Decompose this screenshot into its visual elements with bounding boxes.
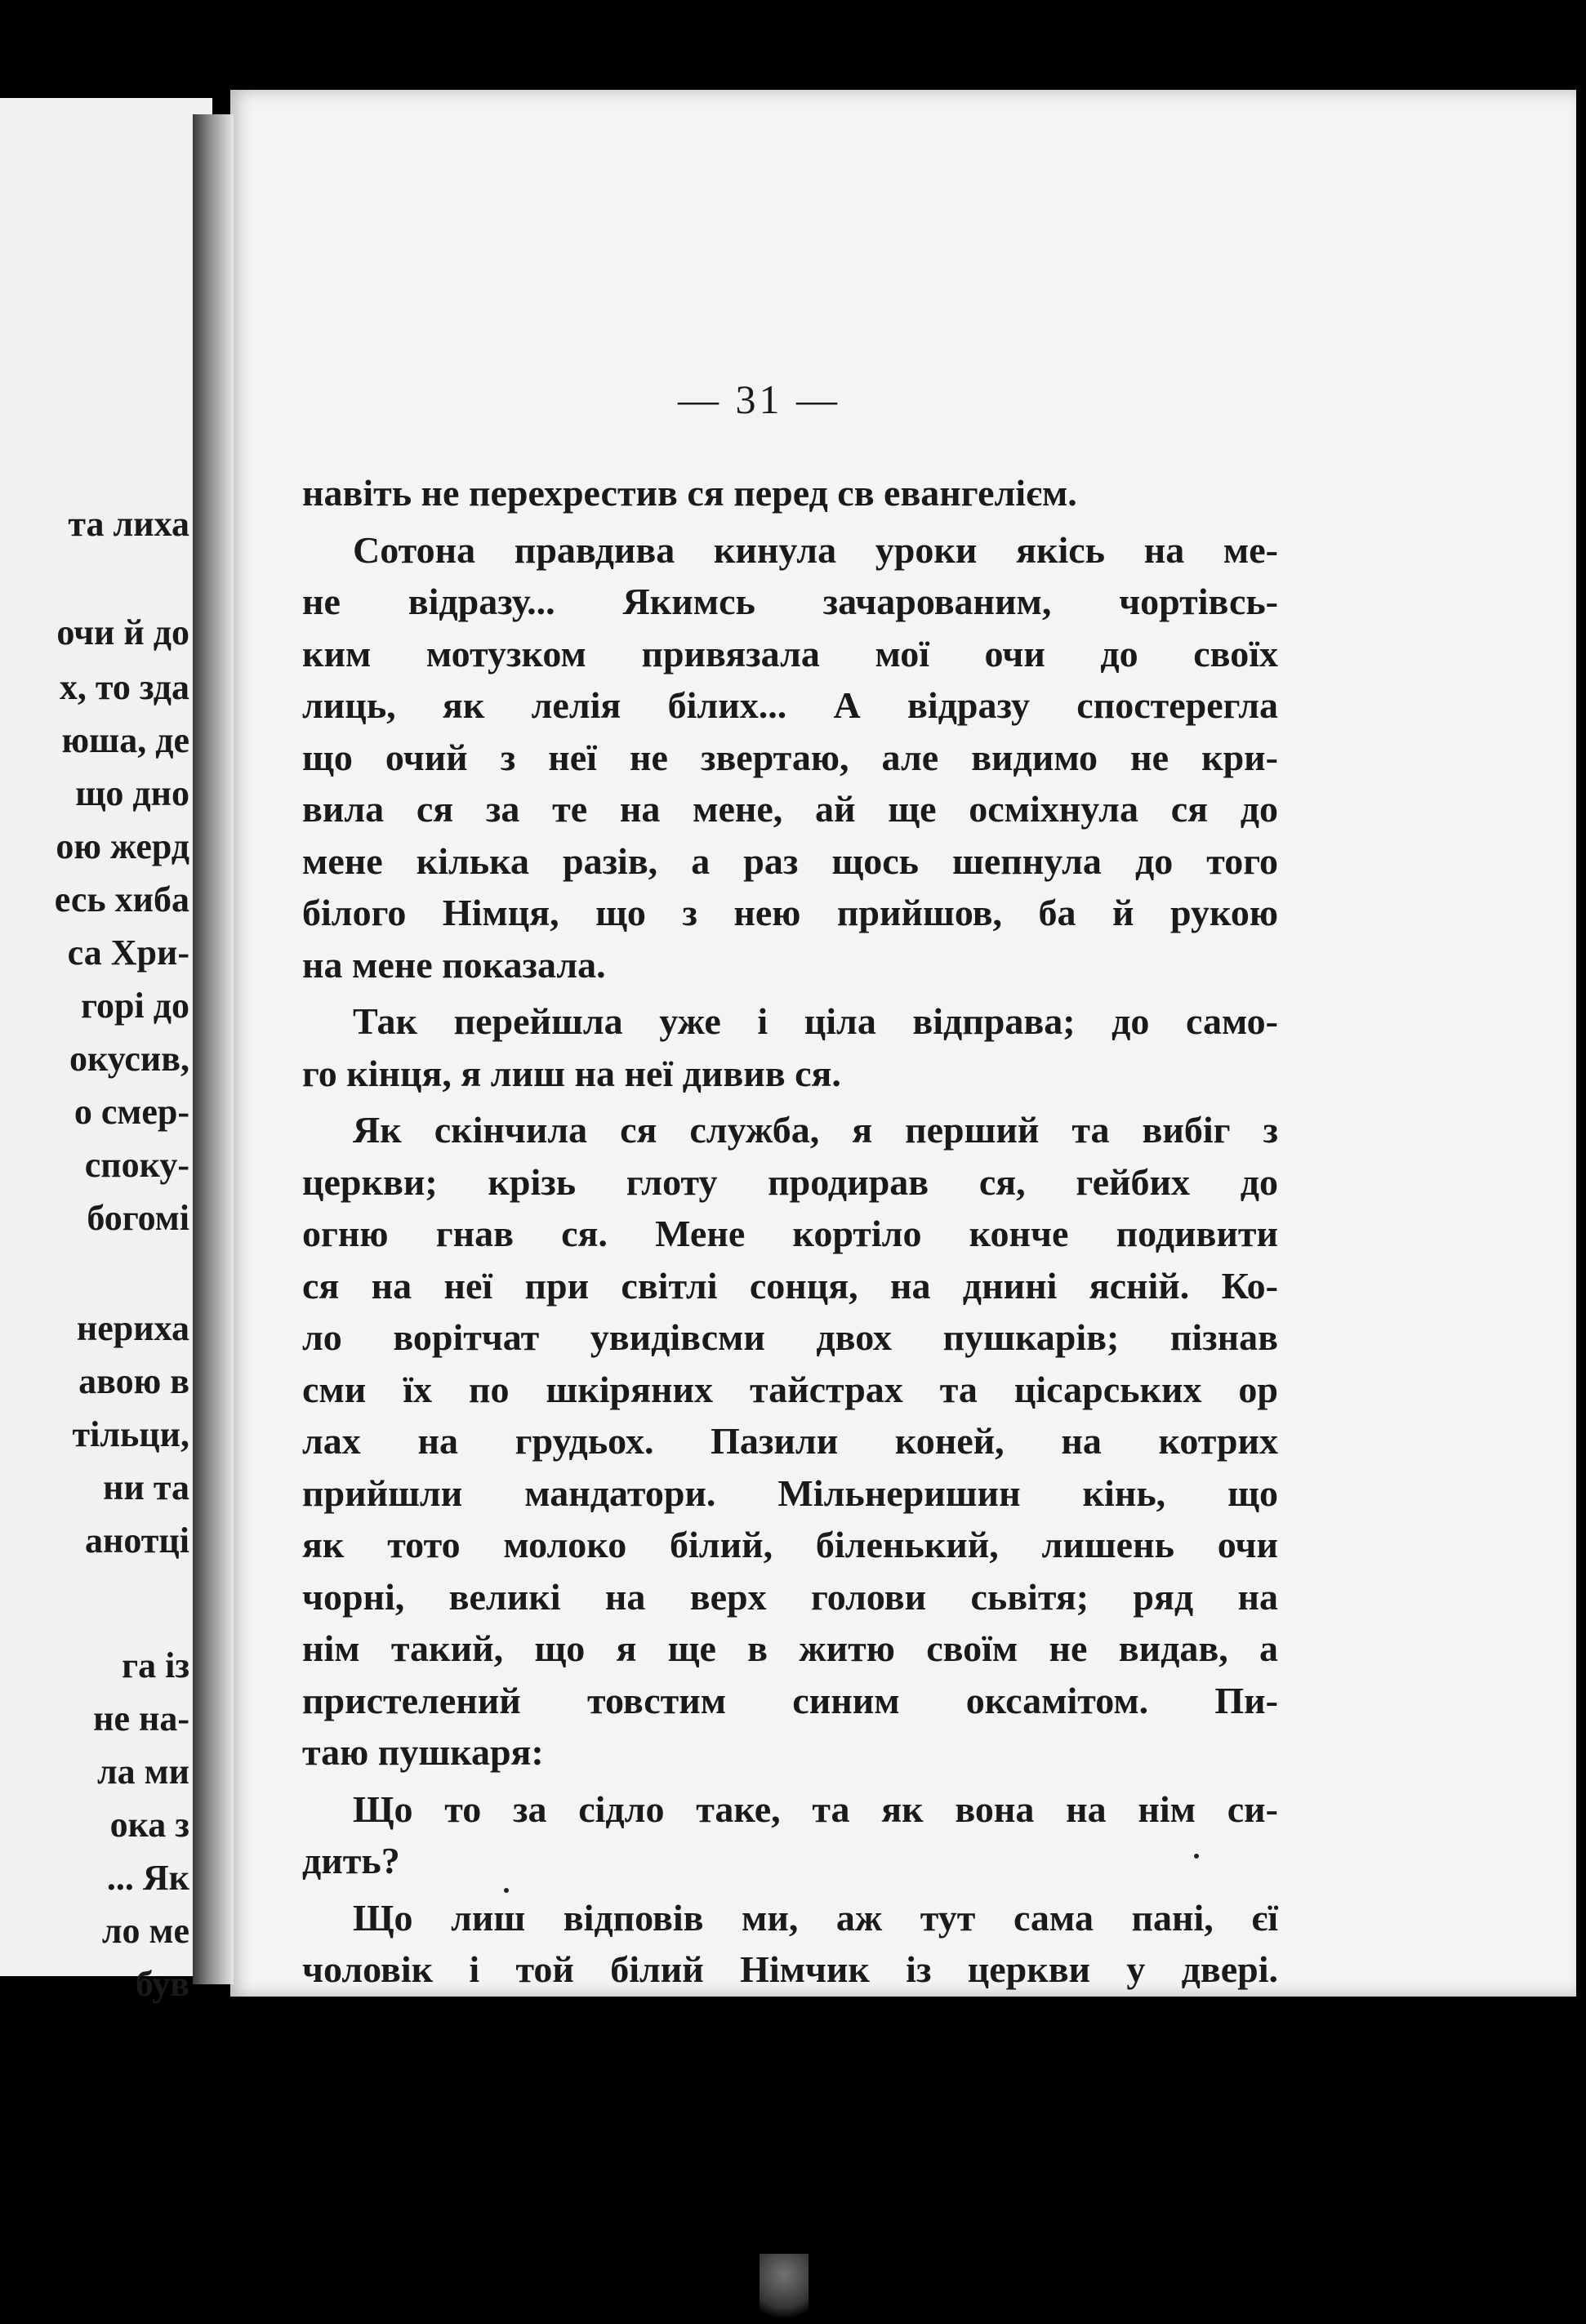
- text-line: Як скінчила ся служба, я перший та вибіг з: [353, 1109, 1278, 1151]
- left-page-line: о смер-: [74, 1092, 189, 1132]
- text-line: дить?: [302, 1840, 400, 1881]
- text-line: як тото молоко білий, біленький, лишень очи: [302, 1524, 1278, 1565]
- left-page-line: х, то зда: [59, 667, 189, 707]
- scan-artifact: [760, 2254, 809, 2324]
- left-page-line: очи й до: [56, 612, 189, 652]
- left-page-line: ою жерд: [56, 826, 189, 866]
- text-line: ло ворітчат увидівсми двох пушкарів; пізнав: [302, 1316, 1278, 1358]
- left-page-line: не на-: [93, 1698, 189, 1739]
- left-page-line: есь хиба: [54, 879, 189, 919]
- left-page-line: авою в: [78, 1361, 189, 1401]
- text-line: мене кілька разів, а раз щось шепнула до того: [302, 839, 1278, 882]
- page-number: — 31 —: [678, 376, 840, 422]
- text-line: огню гнав ся. Мене кортіло конче подивити: [302, 1213, 1278, 1254]
- left-page-fragment: [0, 98, 212, 2004]
- left-page-line: споку-: [84, 1145, 189, 1185]
- text-line: церкви; крізь глоту продирав ся, гейбих до: [302, 1160, 1278, 1203]
- left-page-line: са Хри-: [67, 933, 189, 973]
- book-gutter: [193, 114, 234, 1984]
- left-page-line: був: [135, 1964, 189, 2004]
- ink-speck: [1194, 1854, 1199, 1859]
- paragraph: [302, 467, 1278, 519]
- ink-speck: [504, 1888, 509, 1893]
- left-page-line: юша, де: [61, 720, 189, 760]
- text-line: таю пушкаря:: [302, 1731, 544, 1773]
- left-page-line: тільци,: [72, 1414, 189, 1454]
- left-page-line: горі до: [81, 986, 189, 1026]
- left-page-line: ... Як: [106, 1858, 189, 1898]
- text-line: Що лиш відповів ми, аж тут сама пані, єї: [353, 1896, 1278, 1939]
- text-line: навіть не перехрестив ся перед св евангелієм.: [302, 472, 1077, 514]
- text-line: сми їх по шкіряних тайстрах та цісарських ор: [302, 1368, 1278, 1410]
- left-page-line: га із: [122, 1645, 189, 1685]
- text-line: чоловік і той білий Німчик із церкви у двері.: [302, 1948, 1278, 1990]
- text-line: ся на неї при світлі сонця, на днині ясній. Ко-: [302, 1264, 1278, 1307]
- text-line: лиць, як лелія білих... А відразу спостерегла: [302, 684, 1278, 726]
- text-line: го кінця, я лиш на неї дивив ся.: [302, 1052, 841, 1094]
- text-line: вила ся за те на мене, ай ще осміхнула ся до: [302, 788, 1278, 830]
- page-edge: [1576, 90, 1586, 1997]
- left-page-line: богомі: [87, 1198, 189, 1238]
- left-page-line: що дно: [75, 773, 189, 813]
- left-page-line: нериха: [76, 1308, 189, 1348]
- text-line: білого Німця, що з нею прийшов, ба й рукою: [302, 892, 1278, 933]
- left-page-line: ока з: [109, 1805, 189, 1845]
- left-page-line: окусив,: [69, 1039, 189, 1079]
- paragraph: [302, 524, 1278, 991]
- paragraph: [302, 995, 1278, 1099]
- text-line: на мене показала.: [302, 943, 606, 986]
- text-line: Так перейшла уже і ціла відправа; до само-: [353, 1000, 1278, 1042]
- text-line: Що то за сідло таке, та як вона на нім си-: [353, 1788, 1278, 1830]
- page-body-text: [302, 467, 1278, 2001]
- text-line: нім такий, що я ще в житю своїм не видав, а: [302, 1627, 1278, 1669]
- text-line: не відразу... Якимсь зачарованим, чортівсь-: [302, 581, 1278, 622]
- text-line: чорні, великі на верх голови сьвітя; ряд на: [302, 1575, 1278, 1618]
- left-page-line: ло ме: [101, 1911, 189, 1951]
- left-page-line: анотці: [85, 1520, 189, 1560]
- text-line: що очий з неї не звертаю, але видимо не кри-: [302, 736, 1278, 778]
- text-line: лах на грудьох. Пазили коней, на котрих: [302, 1420, 1278, 1462]
- paragraph: [302, 1104, 1278, 1779]
- paragraph: [302, 1783, 1278, 1887]
- text-line: прийшли мандатори. Мільнеришин кінь, що: [302, 1471, 1278, 1514]
- text-line: ким мотузком привязала мої очи до своїх: [302, 632, 1278, 674]
- paragraph: [302, 1892, 1278, 1996]
- left-page-line: ни та: [103, 1467, 189, 1507]
- left-page-line: та лиха: [68, 504, 189, 544]
- text-line: пристелений товстим синим оксамітом. Пи-: [302, 1679, 1278, 1721]
- left-page-line: ла ми: [96, 1752, 189, 1792]
- text-line: Сотона правдива кинула уроки якісь на ме-: [353, 528, 1278, 571]
